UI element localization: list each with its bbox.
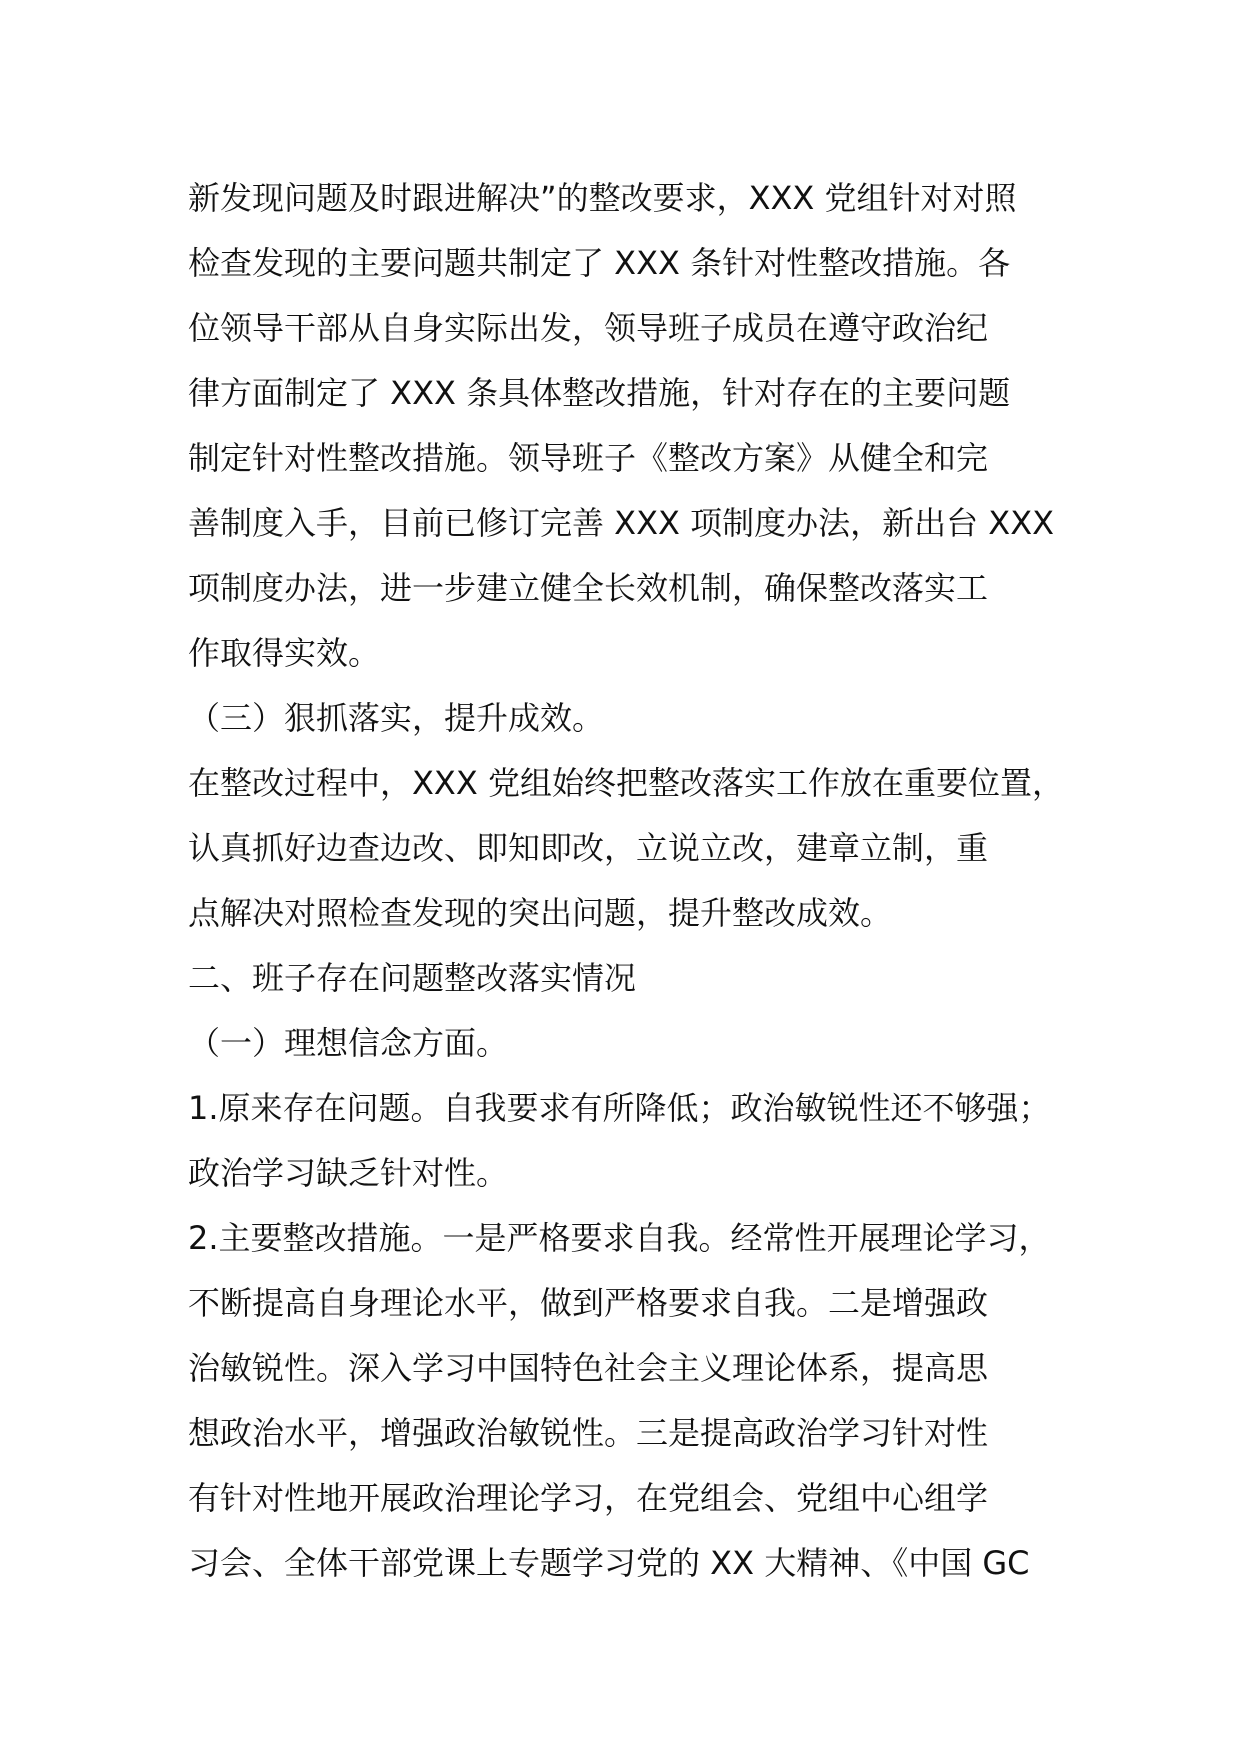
text-line: 作取得实效。 xyxy=(188,634,381,672)
text-line: 认真抓好边查边改、即知即改，立说立改，建章立制，重 xyxy=(188,829,989,867)
text-line: 制定针对性整改措施。领导班子《整改方案》从健全和完 xyxy=(188,439,989,477)
text-line: 2.主要整改措施。一是严格要求自我。经常性开展理论学习， xyxy=(188,1219,1051,1257)
text-line: 想政治水平，增强政治敏锐性。三是提高政治学习针对性 xyxy=(188,1414,989,1452)
section-heading: 二、班子存在问题整改落实情况 xyxy=(188,959,637,997)
text-line: 治敏锐性。深入学习中国特色社会主义理论体系，提高思 xyxy=(188,1349,989,1387)
text-line: 习会、全体干部党课上专题学习党的 XX 大精神、《中国 GC xyxy=(188,1544,1030,1582)
text-line: 新发现问题及时跟进解决”的整改要求，XXX 党组针对对照 xyxy=(188,179,1017,217)
text-line: 善制度入手，目前已修订完善 XXX 项制度办法，新出台 XXX xyxy=(188,504,1055,542)
text-line: 在整改过程中，XXX 党组始终把整改落实工作放在重要位置， xyxy=(188,764,1064,802)
section-heading: （三）狠抓落实，提升成效。 xyxy=(188,699,605,737)
document-body xyxy=(188,166,1088,1596)
section-heading: （一）理想信念方面。 xyxy=(188,1024,509,1062)
text-line: 项制度办法，进一步建立健全长效机制，确保整改落实工 xyxy=(188,569,989,607)
text-line: 1.原来存在问题。自我要求有所降低；政治敏锐性还不够强； xyxy=(188,1089,1051,1127)
text-line: 位领导干部从自身实际出发，领导班子成员在遵守政治纪 xyxy=(188,309,989,347)
text-line: 律方面制定了 XXX 条具体整改措施，针对存在的主要问题 xyxy=(188,374,1011,412)
text-line: 点解决对照检查发现的突出问题，提升整改成效。 xyxy=(188,894,893,932)
text-line: 不断提高自身理论水平，做到严格要求自我。二是增强政 xyxy=(188,1284,989,1322)
text-line: 政治学习缺乏针对性。 xyxy=(188,1154,509,1192)
text-line: 有针对性地开展政治理论学习，在党组会、党组中心组学 xyxy=(188,1479,989,1517)
text-line: 检查发现的主要问题共制定了 XXX 条针对性整改措施。各 xyxy=(188,244,1011,282)
